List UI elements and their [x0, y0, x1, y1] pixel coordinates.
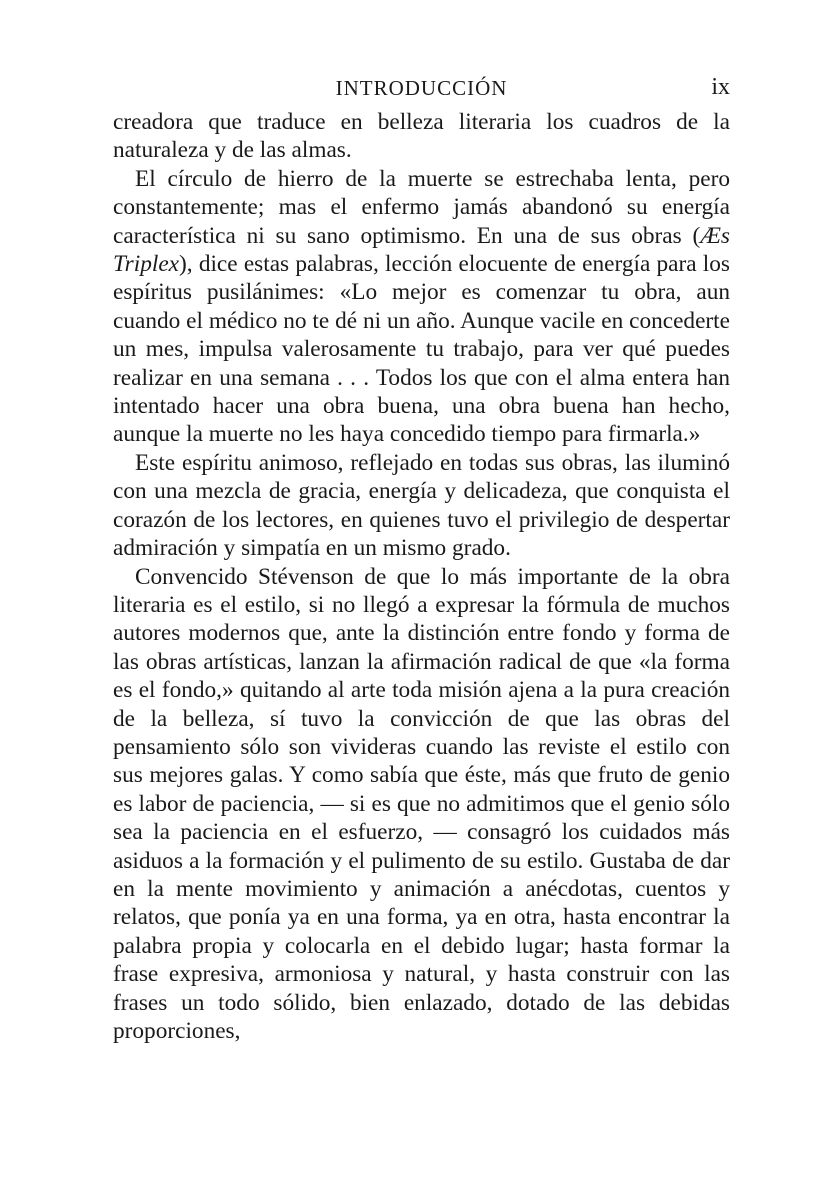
book-page: [113, 72, 730, 1045]
paragraph-2: [113, 165, 730, 449]
paragraph-1: [113, 108, 730, 165]
work-title: Æs Triplex: [113, 222, 730, 278]
paragraph-3: [113, 449, 730, 563]
paragraph-4: [113, 563, 730, 1046]
running-header: [113, 72, 730, 108]
body-text: [113, 108, 730, 1045]
paragraph-text: creadora que traduce en belleza literaria los cuadros de la naturaleza y de las almas.: [113, 109, 730, 164]
paragraph-text: Convencido Stévenson de que lo más importante de la obra literaria es el estilo, si no llegó a expresar la fórmula de muchos autores modernos que, ante la distinción entre fondo y forma de las obras artísticas, lanzan la afirmación radical de que «la forma es el fondo,» quitando al arte toda misión ajena a la pura creación de la belleza, sí tuvo la convicción de que las obras del pensamiento sólo son vivideras cuando las reviste el estilo con sus mejores galas. Y como sabía que éste, más que fruto de genio es labor de paciencia, — si es que no admitimos que el genio sólo sea la paciencia en el esfuerzo, — consagró los cuidados más asiduos a la formación y el pulimento de su estilo. Gustaba de dar en la mente movimiento y animación a anécdotas, cuentos y relatos, que ponía ya en una forma, ya en otra, hasta encontrar la palabra propia y colocarla en el debido lugar; hasta formar la frase expresiva, armoniosa y natural, y hasta construir con las frases un todo sólido, bien enlazado, dotado de las debidas proporciones,: [113, 563, 730, 1044]
paragraph-text: Este espíritu animoso, reflejado en todas sus obras, las iluminó con una mezcla de gracia, energía y delicadeza, que conquista el corazón de los lectores, en quienes tuvo el privilegio de despertar admiración y simpatía en un mismo grado.: [113, 449, 730, 562]
chapter-title: INTRODUCCIÓN: [335, 76, 508, 100]
page-number: ix: [711, 74, 730, 100]
paragraph-text: ), dice estas palabras, lección elocuente de energía para los espíritus pusilánimes: «Lo mejor es comenzar tu obra, aun cuando el médico no te dé ni un año. Aunque vacile en concederte un mes, impulsa valerosamente tu trabajo, para ver qué puedes realizar en una semana . . . Todos los que con el alma entera han intentado hacer una obra buena, una obra buena han hecho, aunque la muerte no les haya concedido tiempo para firmarla.»: [113, 251, 730, 448]
paragraph-text: El círculo de hierro de la muerte se estrechaba lenta, pero constantemente; mas el enfermo jamás abandonó su energía característica ni su sano optimismo. En una de sus obras (: [113, 165, 730, 249]
